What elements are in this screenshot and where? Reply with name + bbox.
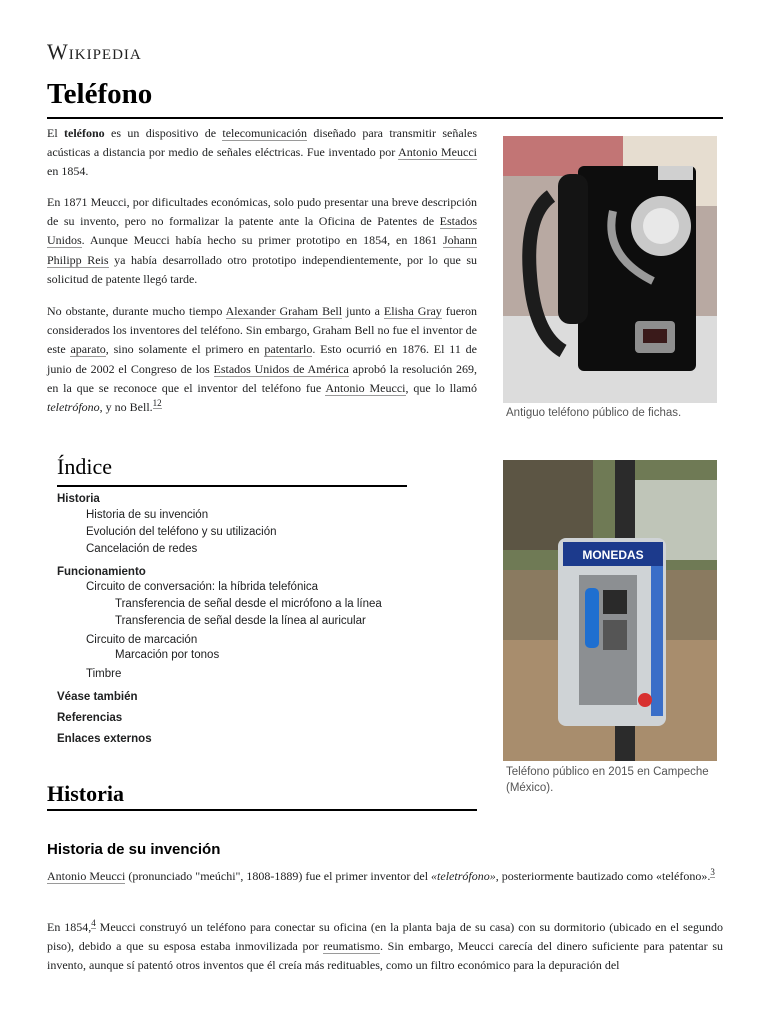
toc-item-enlaces-externos[interactable]: Enlaces externos: [57, 733, 152, 745]
figure-caption-1: Antiguo teléfono público de fichas.: [506, 407, 682, 419]
link-aparato[interactable]: aparato: [70, 342, 106, 357]
link-reumatismo[interactable]: reumatismo: [323, 939, 380, 954]
toc-item-linea-auricular[interactable]: Transferencia de señal desde la línea al auricular: [115, 615, 366, 627]
text: , y no Bell.: [99, 400, 153, 415]
section-divider: [47, 809, 477, 811]
historia-paragraph-1: [47, 867, 723, 886]
text: (pronunciado "meúchi", 1808-1889) fue el primer inventor del: [125, 869, 432, 883]
toc-item-circuito-marcacion[interactable]: Circuito de marcación: [86, 634, 198, 646]
toc-item-cancelacion[interactable]: Cancelación de redes: [86, 543, 198, 555]
link-elisha-gray[interactable]: Elisha Gray: [383, 304, 442, 318]
text: En 1871 Meucci, por dificultades económicas, solo pudo presentar una breve descripción de su invento, pero no formalizar la patente ante la Oficina de Patentes de: [47, 195, 477, 229]
intro-paragraph-1: [47, 124, 477, 182]
monedas-sign: MONEDAS: [582, 548, 644, 562]
text: No obstante, durante mucho tiempo: [47, 304, 226, 318]
figure-caption-2: Teléfono público en 2015 en Campeche (México).: [506, 766, 709, 794]
toc-item-marcacion-tonos[interactable]: Marcación por tonos: [115, 649, 220, 661]
toc-title: Índice: [57, 454, 112, 479]
bold-term: teléfono: [64, 126, 105, 140]
toc-item-historia-invencion[interactable]: Historia de su invención: [86, 509, 209, 521]
text: , sino solamente el primero en: [105, 342, 265, 357]
text: es un dispositivo de: [104, 126, 223, 140]
toc-divider: [57, 485, 407, 487]
text: . Aunque Meucci había hecho su primer prototipo en 1854, en 1861: [81, 233, 443, 248]
text: . Sin embargo, Meucci carecía del dinero suficiente para patentar su invento, aunque sí patentó otros inventos que él creía más redituables, como un filtro económico para la depuración del: [47, 939, 723, 973]
reference-4[interactable]: 4: [91, 918, 96, 928]
italic-term: «teletrófono»: [431, 869, 496, 883]
text: El: [47, 126, 65, 140]
toc-item-timbre[interactable]: Timbre: [86, 668, 122, 680]
link-alexander-graham-bell[interactable]: Alexander Graham Bell: [225, 304, 343, 318]
title-divider: [47, 117, 723, 119]
intro-paragraph-3: [47, 302, 477, 417]
toc-item-funcionamiento[interactable]: Funcionamiento: [57, 566, 146, 578]
wikipedia-wordmark[interactable]: Wikipedia: [47, 39, 142, 64]
text: En 1854,: [47, 920, 92, 934]
link-telecomunicacion[interactable]: telecomunicación: [222, 126, 308, 140]
link-antonio-meucci-2[interactable]: Antonio Meucci: [325, 380, 406, 395]
text: . Esto ocurrió en 1876. El 11 de junio de 2002 el Congreso de los: [47, 342, 477, 376]
toc-item-microfono-linea[interactable]: Transferencia de señal desde el micrófono a la línea: [115, 598, 382, 610]
table-of-contents: [57, 454, 409, 745]
text: , posteriormente bautizado como «teléfono».: [495, 869, 711, 883]
reference-2[interactable]: 2: [157, 398, 162, 409]
toc-item-historia[interactable]: Historia: [57, 493, 100, 505]
toc-item-vease-tambien[interactable]: Véase también: [57, 691, 138, 703]
text: ya había desarrollado otro prototipo independientemente, por lo que su solicitud de patente llegó tarde.: [47, 252, 477, 286]
toc-item-referencias[interactable]: Referencias: [57, 712, 123, 724]
reference-3[interactable]: 3: [710, 867, 715, 877]
link-estados-unidos[interactable]: Estados Unidos: [47, 214, 477, 248]
link-estados-unidos-de-america[interactable]: Estados Unidos de América: [213, 361, 349, 376]
text: en 1854.: [47, 164, 89, 179]
link-antonio-meucci-3[interactable]: Antonio Meucci: [47, 869, 126, 883]
page-title: Teléfono: [47, 78, 153, 110]
section-heading-historia: Historia: [47, 781, 124, 806]
reference-1[interactable]: 1: [152, 398, 158, 409]
public-phone-illustration: [503, 460, 717, 761]
toc-item-circuito-conversacion[interactable]: Circuito de conversación: la híbrida telefónica: [86, 581, 319, 593]
text: junto a: [342, 304, 384, 318]
text: , que lo llamó: [405, 380, 477, 395]
link-patentarlo[interactable]: patentarlo: [264, 342, 313, 357]
toc-item-evolucion[interactable]: Evolución del teléfono y su utilización: [86, 526, 277, 538]
text: diseñado para transmitir señales acústicas a distancia por medio de señales eléctricas. Fue inventado por: [47, 126, 477, 160]
figure-image-public-phone[interactable]: [503, 460, 717, 761]
coin-phone-illustration: [503, 136, 717, 403]
historia-paragraph-2: [47, 918, 723, 976]
italic-term: teletrófono: [47, 400, 100, 415]
link-antonio-meucci[interactable]: Antonio Meucci: [398, 145, 477, 160]
text: Meucci construyó un teléfono para conectar su oficina (en la planta baja de su casa) con su dormitorio (ubicado en el segundo piso), debido a que su esposa estaba inmovilizada por: [47, 920, 723, 954]
subsection-heading-invencion: Historia de su invención: [47, 841, 221, 858]
link-johann-philipp-reis[interactable]: Johann Philipp Reis: [47, 233, 477, 267]
intro-paragraph-2: [47, 193, 477, 289]
text: aprobó la resolución 269, en la que se reconoce que el inventor del teléfono fue: [47, 361, 477, 395]
figure-image-coin-phone[interactable]: [503, 136, 717, 403]
text: fueron considerados los inventores del teléfono. Sin embargo, Graham Bell no fue el inventor de este: [47, 304, 478, 357]
